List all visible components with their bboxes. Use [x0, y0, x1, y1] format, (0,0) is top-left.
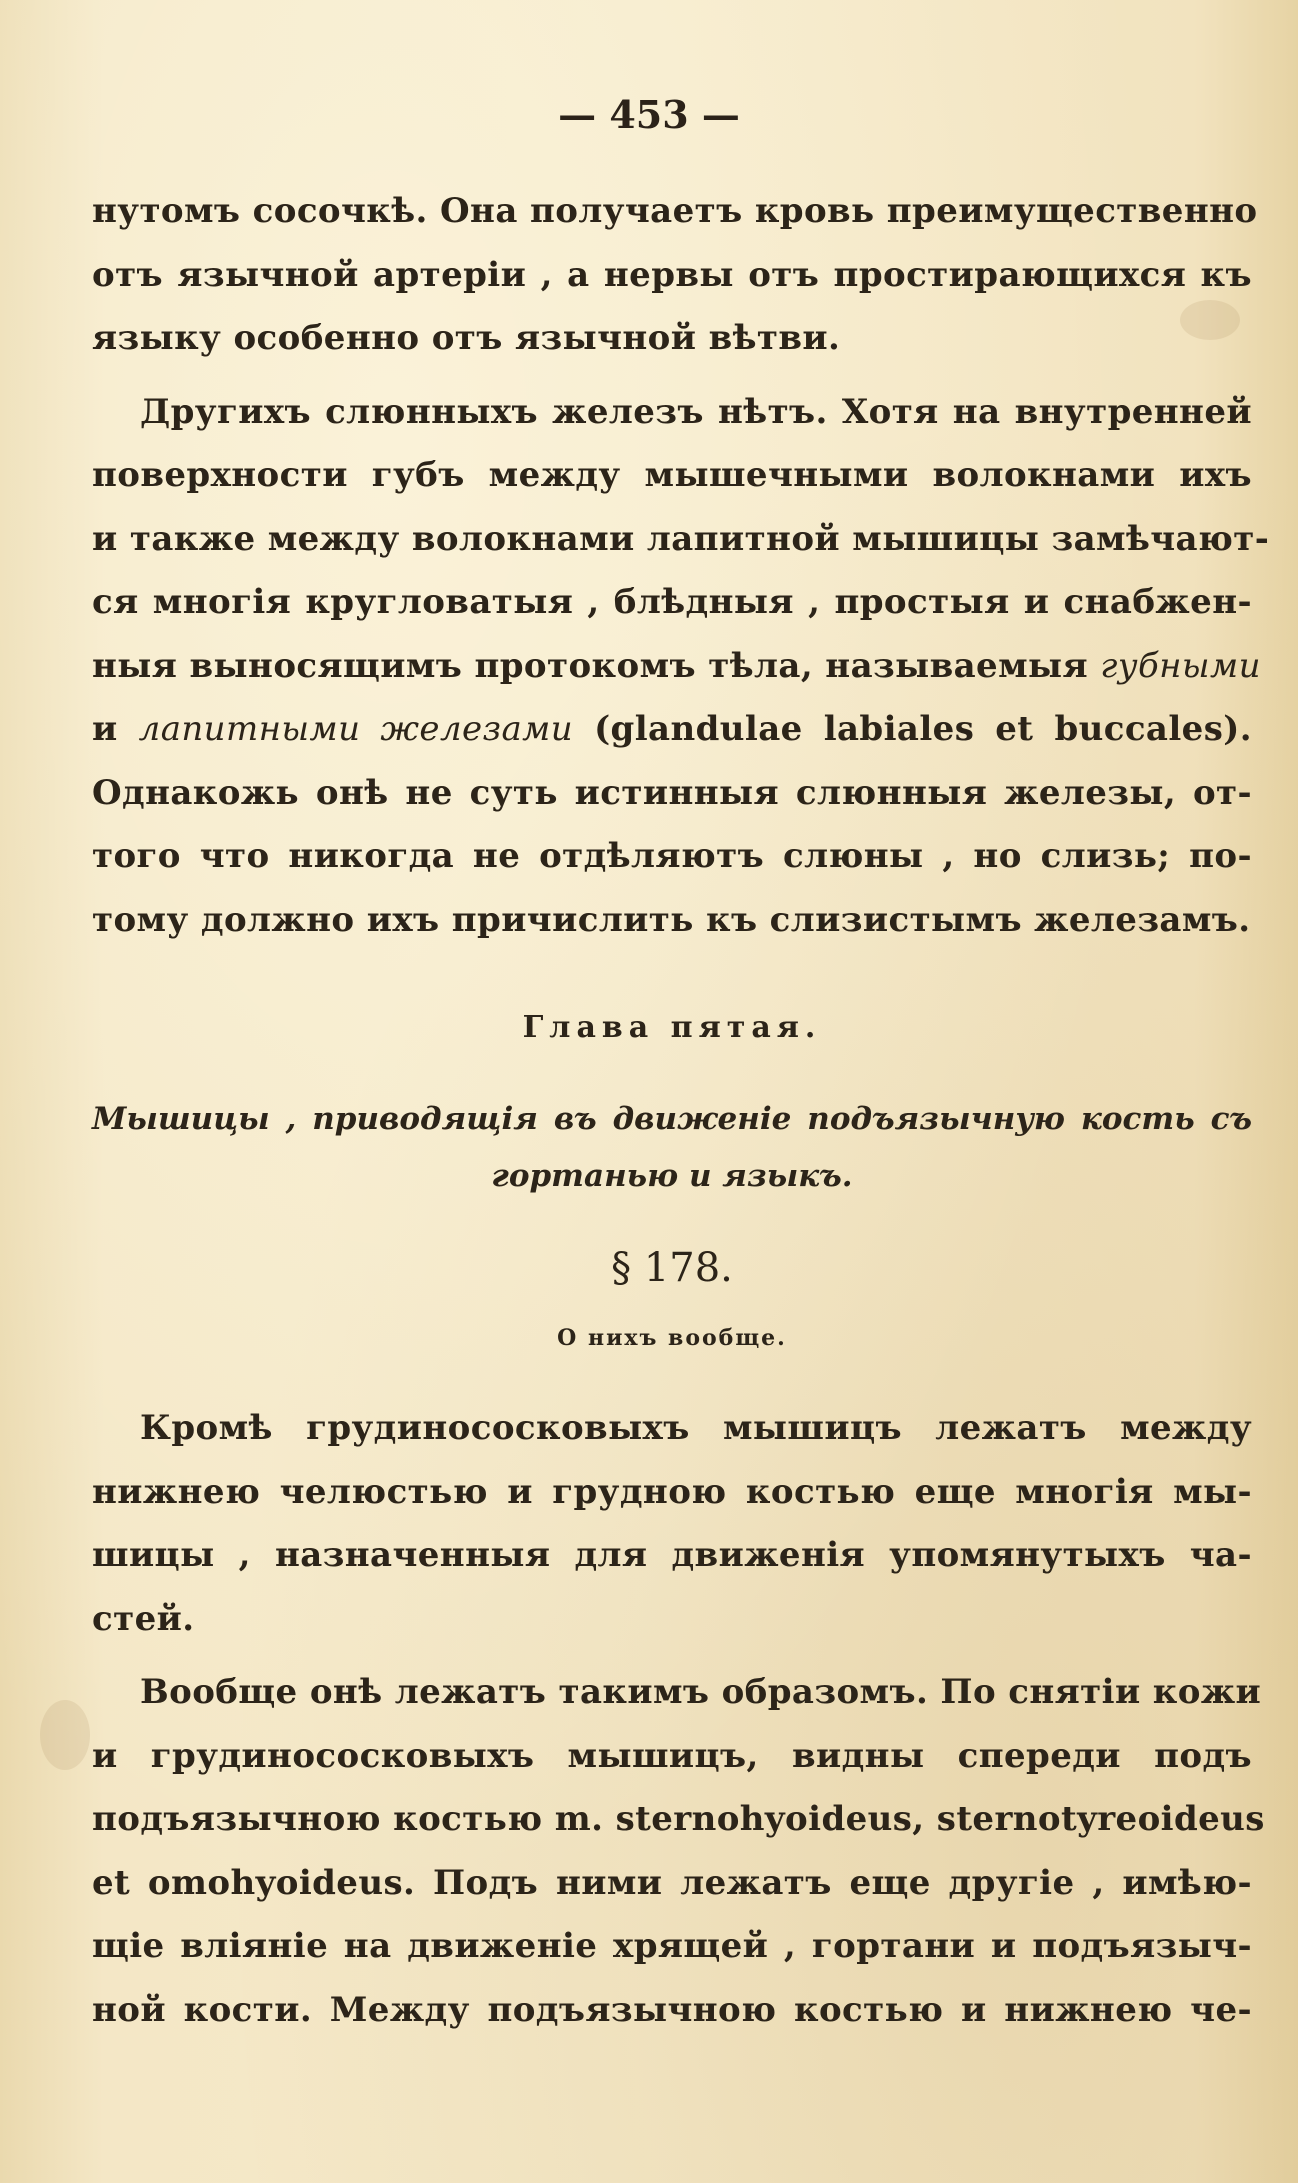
- italic-term: лапитными железами: [138, 709, 574, 749]
- text-line: подъязычною костью m. sternohyoideus, sternotyreoideus: [92, 1799, 1265, 1839]
- text-line: ной кости. Между подъязычною костью и нижнею че-: [92, 1989, 1252, 2030]
- text-line: поверхности губъ между мышечными волокнами ихъ: [92, 455, 1252, 495]
- text-line: Другихъ слюнныхъ железъ нѣтъ. Хотя на внутренней: [140, 391, 1252, 432]
- page-body: [92, 180, 1270, 2042]
- section-heading: О нихъ вообще.: [557, 1325, 787, 1351]
- paragraph-4: [92, 1661, 1265, 2042]
- text-segment: ныя выносящимъ протокомъ тѣла, называемыя: [92, 645, 1089, 686]
- text-line: языку особенно отъ язычной вѣтви.: [92, 318, 841, 358]
- chapter-title: Глава пятая.: [522, 1010, 822, 1045]
- text-line: стей.: [92, 1598, 195, 1639]
- text-line: ся многія кругловатыя , блѣдныя , простыя и снабжен-: [92, 582, 1252, 622]
- text-segment: и: [92, 709, 118, 749]
- paragraph-1: [92, 180, 1258, 371]
- text-line: нижнею челюстью и грудною костью еще многія мы-: [92, 1471, 1252, 1512]
- text-line: тому должно ихъ причислить къ слизистымъ железамъ.: [92, 899, 1251, 940]
- text-line: Кромѣ грудинососковыхъ мышицъ лежатъ между: [140, 1408, 1252, 1448]
- text-line: того что никогда не отдѣляютъ слюны , но слизь; по-: [92, 836, 1252, 876]
- italic-term: губными: [1100, 645, 1261, 686]
- paragraph-2: [92, 381, 1270, 953]
- subtitle-line: гортанью и языкъ.: [491, 1158, 853, 1194]
- latin-term: (glandulae labiales et buccales).: [594, 709, 1252, 749]
- text-line: и также между волокнами лапитной мышицы замѣчают-: [92, 518, 1270, 559]
- paper-stain: [40, 1700, 90, 1770]
- text-line: [92, 698, 1252, 762]
- text-line: шицы , назначенныя для движенія упомянутыхъ ча-: [92, 1535, 1252, 1575]
- text-line: и грудинососковыхъ мышицъ, видны спереди подъ: [92, 1735, 1252, 1776]
- section-number: § 178.: [611, 1245, 733, 1291]
- text-line: нутомъ сосочкѣ. Она получаетъ кровь преимущественно: [92, 191, 1258, 231]
- text-line: Однакожь онѣ не суть истинныя слюнныя железы, от-: [92, 772, 1252, 813]
- page-number: — 453 —: [558, 92, 740, 137]
- subtitle-line: Мышицы , приводящія въ движеніе подъязычную кость съ: [92, 1101, 1252, 1137]
- text-line: отъ язычной артеріи , а нервы отъ простирающихся къ: [92, 254, 1252, 295]
- text-line: [92, 635, 1261, 699]
- text-line: щіе вліяніе на движеніе хрящей , гортани и подъязыч-: [92, 1926, 1252, 1966]
- text-line: et omohyoideus. Подъ ними лежатъ еще другіе , имѣю-: [92, 1862, 1252, 1903]
- chapter-subtitle: [92, 1091, 1252, 1205]
- paragraph-3: [92, 1397, 1252, 1651]
- text-line: Вообще онѣ лежатъ такимъ образомъ. По снятіи кожи: [140, 1672, 1262, 1712]
